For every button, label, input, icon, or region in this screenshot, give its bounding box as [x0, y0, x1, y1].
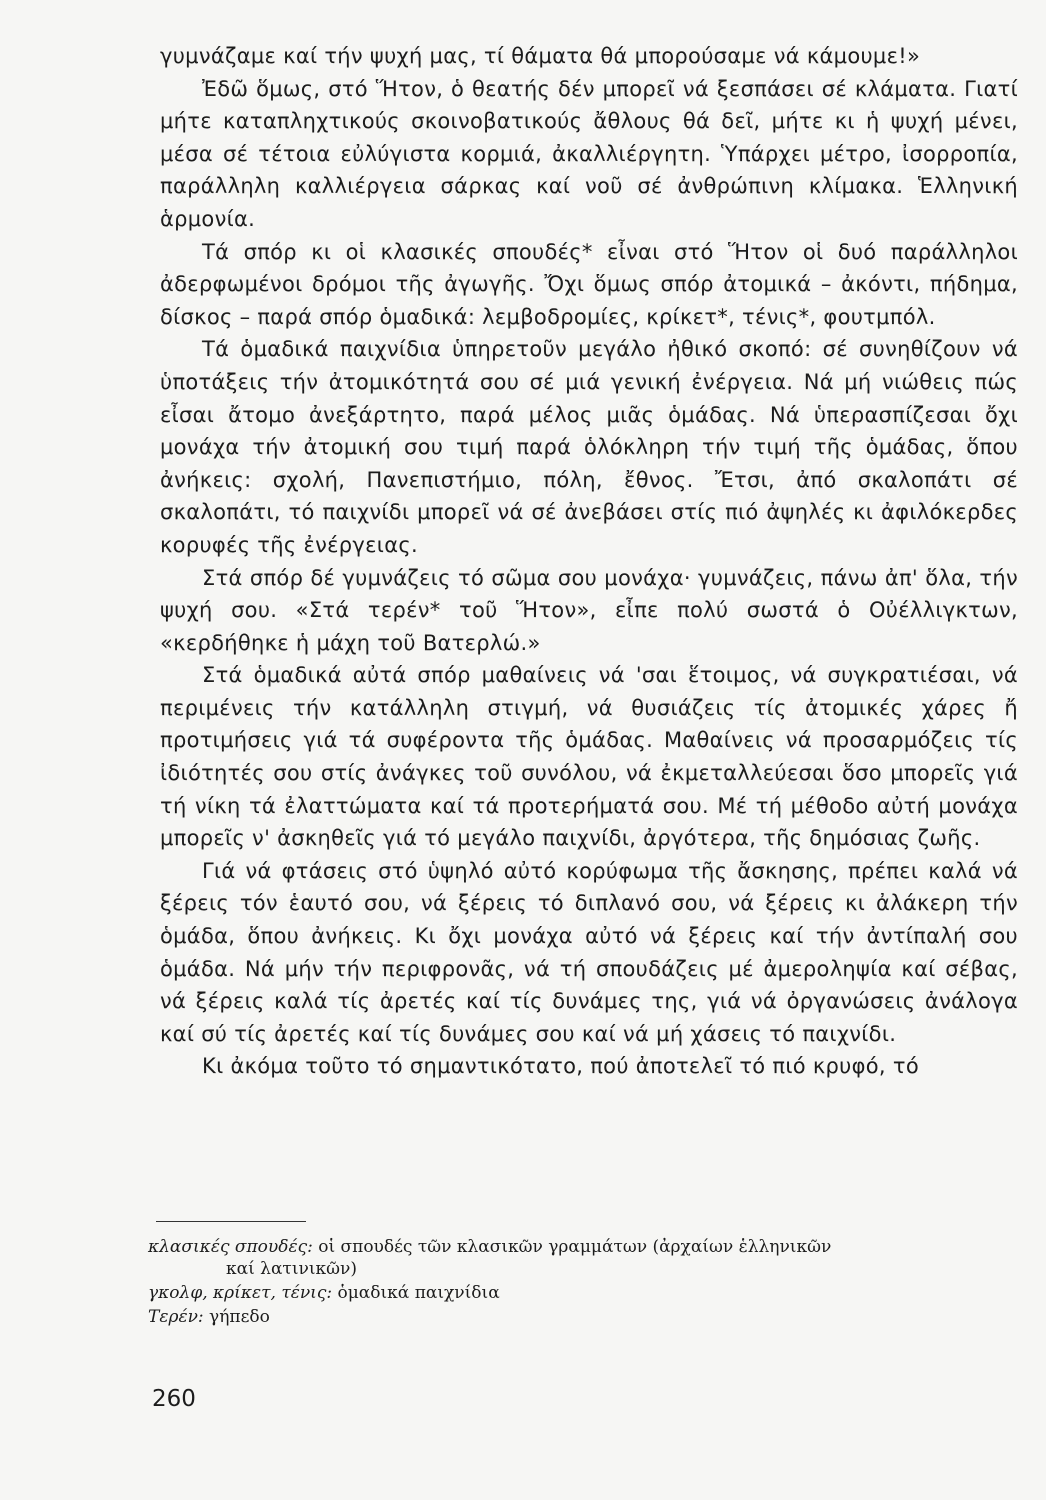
footnote-continuation: καί λατινικῶν): [226, 1259, 357, 1279]
paragraph: Γιά νά φτάσεις στό ὑψηλό αὐτό κορύφωμα τῆς ἄσκησης, πρέπει καλά νά ξέρεις τόν ἑαυτό σου, νά ξέρεις τό διπλανό σου, νά ξέρεις κι ἀλάκερη τήν ὁμάδα, ὅπου ἀνήκεις. Κι ὄχι μονάχα αὐτό νά ξέρεις καί τήν ἀντίπαλή σου ὁμάδα. Νά μήν τήν περιφρονᾶς, νά τή σπουδάζεις μέ ἀμεροληψία καί σέβας, νά ξέρεις καλά τίς ἀρετές καί τίς δυνάμες της, γιά νά ὀργανώσεις ἀνάλογα καί σύ τίς ἀρετές καί τίς δυνάμες σου καί νά μή χάσεις τό παιχνίδι.: [160, 858, 1018, 1046]
footnote-term: γκολφ, κρίκετ, τένις:: [148, 1283, 333, 1303]
body-text: [160, 40, 1018, 1083]
footnotes: [148, 1236, 1018, 1330]
footnote-definition: οἱ σπουδές τῶν κλασικῶν γραμμάτων (ἀρχαίων ἑλληνικῶν: [318, 1237, 832, 1257]
paragraph: Κι ἀκόμα τοῦτο τό σημαντικότατο, πού ἀποτελεῖ τό πιό κρυφό, τό: [202, 1054, 919, 1079]
paragraph: Τά ὁμαδικά παιχνίδια ὑπηρετοῦν μεγάλο ἠθικό σκοπό: σέ συνηθίζουν νά ὑποτάξεις τήν ἀτομικότητά σου σέ μιά γενική ἐνέργεια. Νά μή νιώθεις πώς εἶσαι ἄτομο ἀνεξάρτητο, παρά μέλος μιᾶς ὁμάδας. Νά ὑπερασπίζεσαι ὄχι μονάχα τήν ἀτομική σου τιμή παρά ὁλόκληρη τήν τιμή τῆς ὁμάδας, ὅπου ἀνήκεις: σχολή, Πανεπιστήμιο, πόλη, ἔθνος. Ἔτσι, ἀπό σκαλοπάτι σέ σκαλοπάτι, τό παιχνίδι μπορεῖ νά σέ ἀνεβάσει στίς πιό ἀψηλές κι ἀφιλόκερδες κορυφές τῆς ἐνέργειας.: [160, 337, 1018, 557]
footnote-definition: ὁμαδικά παιχνίδια: [337, 1283, 500, 1303]
footnote: [148, 1282, 1018, 1304]
footnote-definition: γήπεδο: [209, 1307, 270, 1327]
footnote-divider: [156, 1221, 306, 1222]
paragraph: Ἐδῶ ὅμως, στό Ἥτον, ὁ θεατής δέν μπορεῖ νά ξεσπάσει σέ κλάματα. Γιατί μήτε καταπληχτικούς σκοινοβατικούς ἄθλους θά δεῖ, μήτε κι ἡ ψυχή μένει, μέσα σέ τέτοια εὐλύγιστα κορμιά, ἀκαλλιέργητη. Ὑπάρχει μέτρο, ἰσορροπία, παράλληλη καλλιέργεια σάρκας καί νοῦ σέ ἀνθρώπινη κλίμακα. Ἑλληνική ἁρμονία.: [160, 76, 1018, 231]
footnote: [148, 1306, 1018, 1328]
footnote-term: κλασικές σπουδές:: [148, 1237, 313, 1257]
footnote: [148, 1236, 1018, 1280]
paragraph: Τά σπόρ κι οἱ κλασικές σπουδές* εἶναι στό Ἥτον οἱ δυό παράλληλοι ἀδερφωμένοι δρόμοι τῆς ἀγωγῆς. Ὄχι ὅμως σπόρ ἀτομικά – ἀκόντι, πήδημα, δίσκος – παρά σπόρ ὁμαδικά: λεμβοδρομίες, κρίκετ*, τένις*, φουτμπόλ.: [160, 239, 1018, 329]
page-number: 260: [152, 1386, 196, 1412]
paragraph: Στά ὁμαδικά αὐτά σπόρ μαθαίνεις νά 'σαι ἕτοιμος, νά συγκρατιέσαι, νά περιμένεις τήν κατάλληλη στιγμή, νά θυσιάζεις τίς ἀτομικές χάρες ἤ προτιμήσεις γιά τά συφέροντα τῆς ὁμάδας. Μαθαίνεις νά προσαρμόζεις τίς ἰδιότητές σου στίς ἀνάγκες τοῦ συνόλου, νά ἐκμεταλλεύεσαι ὅσο μπορεῖς γιά τή νίκη τά ἐλαττώματα καί τά προτερήματά σου. Μέ τή μέθοδο αὐτή μονάχα μπορεῖς ν' ἀσκηθεῖς γιά τό μεγάλο παιχνίδι, ἀργότερα, τῆς δημόσιας ζωῆς.: [160, 663, 1018, 851]
paragraph: Στά σπόρ δέ γυμνάζεις τό σῶμα σου μονάχα· γυμνάζεις, πάνω ἀπ' ὅλα, τήν ψυχή σου. «Στά τερέν* τοῦ Ἥτον», εἶπε πολύ σωστά ὁ Οὐέλλιγκτων, «κερδήθηκε ἡ μάχη τοῦ Βατερλώ.»: [160, 565, 1018, 655]
paragraph: γυμνάζαμε καί τήν ψυχή μας, τί θάματα θά μπορούσαμε νά κάμουμε!»: [160, 44, 921, 68]
footnote-term: Τερέν:: [148, 1307, 204, 1327]
